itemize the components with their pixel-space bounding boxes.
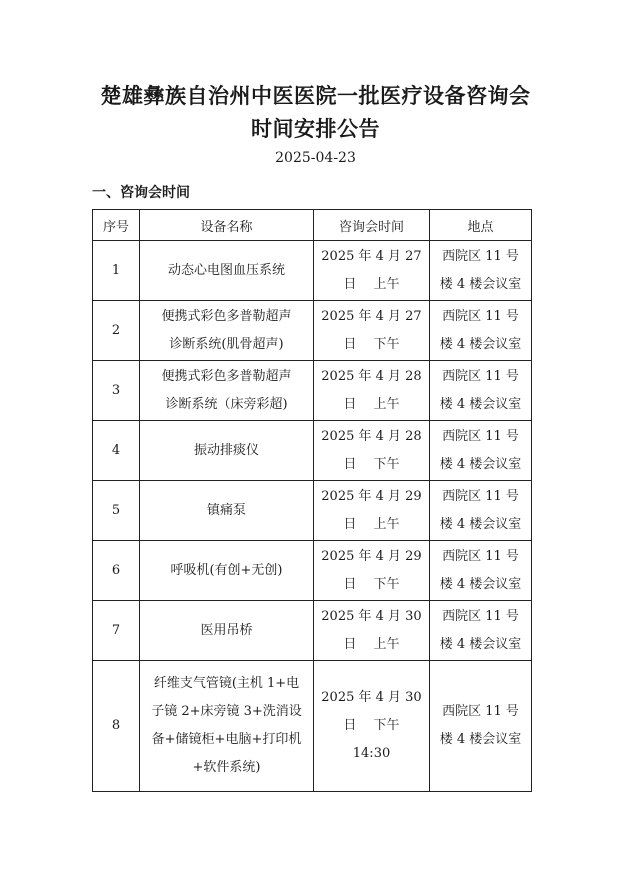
cell-location-line: 西院区 11 号 — [442, 428, 519, 444]
cell-meeting-time-line: 2025 年 4 月 27 — [321, 308, 422, 324]
cell-location-line: 楼 4 楼会议室 — [439, 276, 522, 292]
cell-meeting-time — [314, 361, 430, 421]
cell-meeting-time-line: 日 上午 — [343, 516, 400, 532]
table-row — [93, 541, 532, 601]
cell-location-line: 楼 4 楼会议室 — [439, 516, 522, 532]
cell-location — [430, 241, 532, 301]
cell-meeting-time-line: 日 下午 — [343, 336, 400, 352]
cell-equipment-name-line: 诊断系统(肌骨超声) — [169, 336, 284, 352]
header-meeting-time: 咨询会时间 — [314, 210, 430, 241]
cell-location-line: 西院区 11 号 — [442, 548, 519, 564]
cell-location-line: 楼 4 楼会议室 — [439, 732, 522, 747]
cell-meeting-time-line: 14:30 — [352, 746, 391, 761]
cell-equipment-name-line: 镇痛泵 — [206, 502, 246, 518]
cell-equipment-name — [140, 421, 314, 481]
cell-no: 3 — [93, 361, 140, 421]
table-row — [93, 301, 532, 361]
header-no: 序号 — [93, 210, 140, 241]
header-equipment-name: 设备名称 — [140, 210, 314, 241]
cell-location — [430, 541, 532, 601]
cell-location-line: 西院区 11 号 — [442, 608, 519, 624]
cell-meeting-time-line: 日 上午 — [343, 636, 400, 652]
cell-meeting-time — [314, 421, 430, 481]
cell-location-line: 西院区 11 号 — [442, 248, 519, 264]
cell-equipment-name — [140, 481, 314, 541]
cell-location-line: 西院区 11 号 — [442, 308, 519, 324]
cell-meeting-time-line: 日 下午 — [343, 718, 400, 733]
cell-equipment-name-line: 诊断系统（床旁彩超) — [165, 396, 288, 412]
cell-meeting-time-line: 2025 年 4 月 30 — [321, 608, 422, 624]
table-row — [93, 361, 532, 421]
header-location: 地点 — [430, 210, 532, 241]
cell-meeting-time-line: 2025 年 4 月 27 — [321, 248, 422, 264]
cell-meeting-time — [314, 301, 430, 361]
cell-equipment-name — [140, 361, 314, 421]
document-date: 2025-04-23 — [275, 150, 356, 166]
cell-location-line: 楼 4 楼会议室 — [439, 396, 522, 412]
cell-location — [430, 481, 532, 541]
cell-no: 5 — [93, 481, 140, 541]
schedule-table — [92, 209, 532, 792]
cell-location — [430, 361, 532, 421]
cell-meeting-time-line: 2025 年 4 月 29 — [321, 548, 422, 564]
cell-location-line: 西院区 11 号 — [442, 368, 519, 384]
document-title-line2: 时间安排公告 — [251, 117, 380, 141]
cell-meeting-time — [314, 661, 430, 792]
cell-equipment-name — [140, 661, 314, 792]
cell-equipment-name-line: +软件系统) — [192, 760, 261, 775]
cell-meeting-time — [314, 481, 430, 541]
cell-meeting-time-line: 2025 年 4 月 28 — [321, 368, 422, 384]
cell-meeting-time-line: 日 下午 — [343, 576, 400, 592]
table-header-row — [93, 210, 532, 241]
cell-equipment-name-line: 便携式彩色多普勒超声 — [161, 308, 292, 324]
document-title-line1: 楚雄彝族自治州中医医院一批医疗设备咨询会 — [100, 84, 531, 108]
cell-equipment-name-line: 纤维支气管镜(主机 1+电 — [153, 676, 300, 691]
cell-location — [430, 421, 532, 481]
cell-location-line: 西院区 11 号 — [442, 704, 519, 719]
cell-meeting-time-line: 日 上午 — [343, 396, 400, 412]
cell-equipment-name-line: 动态心电图血压系统 — [167, 262, 285, 278]
cell-equipment-name — [140, 541, 314, 601]
cell-equipment-name-line: 振动排痰仪 — [193, 442, 259, 458]
cell-no: 6 — [93, 541, 140, 601]
cell-equipment-name — [140, 241, 314, 301]
cell-equipment-name-line: 子镜 2+床旁镜 3+洗消设 — [151, 704, 302, 719]
cell-no: 2 — [93, 301, 140, 361]
cell-equipment-name-line: 备+储镜柜+电脑+打印机 — [151, 732, 302, 747]
cell-no: 7 — [93, 601, 140, 661]
cell-no: 4 — [93, 421, 140, 481]
cell-meeting-time-line: 日 下午 — [343, 456, 400, 472]
cell-location-line: 楼 4 楼会议室 — [439, 456, 522, 472]
cell-meeting-time — [314, 601, 430, 661]
cell-location-line: 楼 4 楼会议室 — [439, 576, 522, 592]
table-row — [93, 421, 532, 481]
cell-meeting-time — [314, 541, 430, 601]
cell-no: 8 — [93, 661, 140, 792]
cell-location — [430, 661, 532, 792]
table-row — [93, 481, 532, 541]
table-row — [93, 601, 532, 661]
cell-no: 1 — [93, 241, 140, 301]
cell-equipment-name — [140, 601, 314, 661]
cell-meeting-time-line: 2025 年 4 月 29 — [321, 488, 422, 504]
cell-equipment-name — [140, 301, 314, 361]
cell-equipment-name-line: 医用吊桥 — [200, 622, 253, 638]
cell-location-line: 楼 4 楼会议室 — [439, 636, 522, 652]
cell-equipment-name-line: 便携式彩色多普勒超声 — [161, 368, 292, 384]
cell-location-line: 西院区 11 号 — [442, 488, 519, 504]
cell-equipment-name-line: 呼吸机(有创+无创) — [170, 562, 283, 578]
cell-meeting-time-line: 2025 年 4 月 28 — [321, 428, 422, 444]
cell-meeting-time-line: 2025 年 4 月 30 — [321, 690, 422, 705]
table-row — [93, 661, 532, 792]
table-row — [93, 241, 532, 301]
cell-location — [430, 301, 532, 361]
section-heading: 一、咨询会时间 — [92, 185, 190, 201]
cell-meeting-time-line: 日 上午 — [343, 276, 400, 292]
cell-location-line: 楼 4 楼会议室 — [439, 336, 522, 352]
cell-meeting-time — [314, 241, 430, 301]
cell-location — [430, 601, 532, 661]
